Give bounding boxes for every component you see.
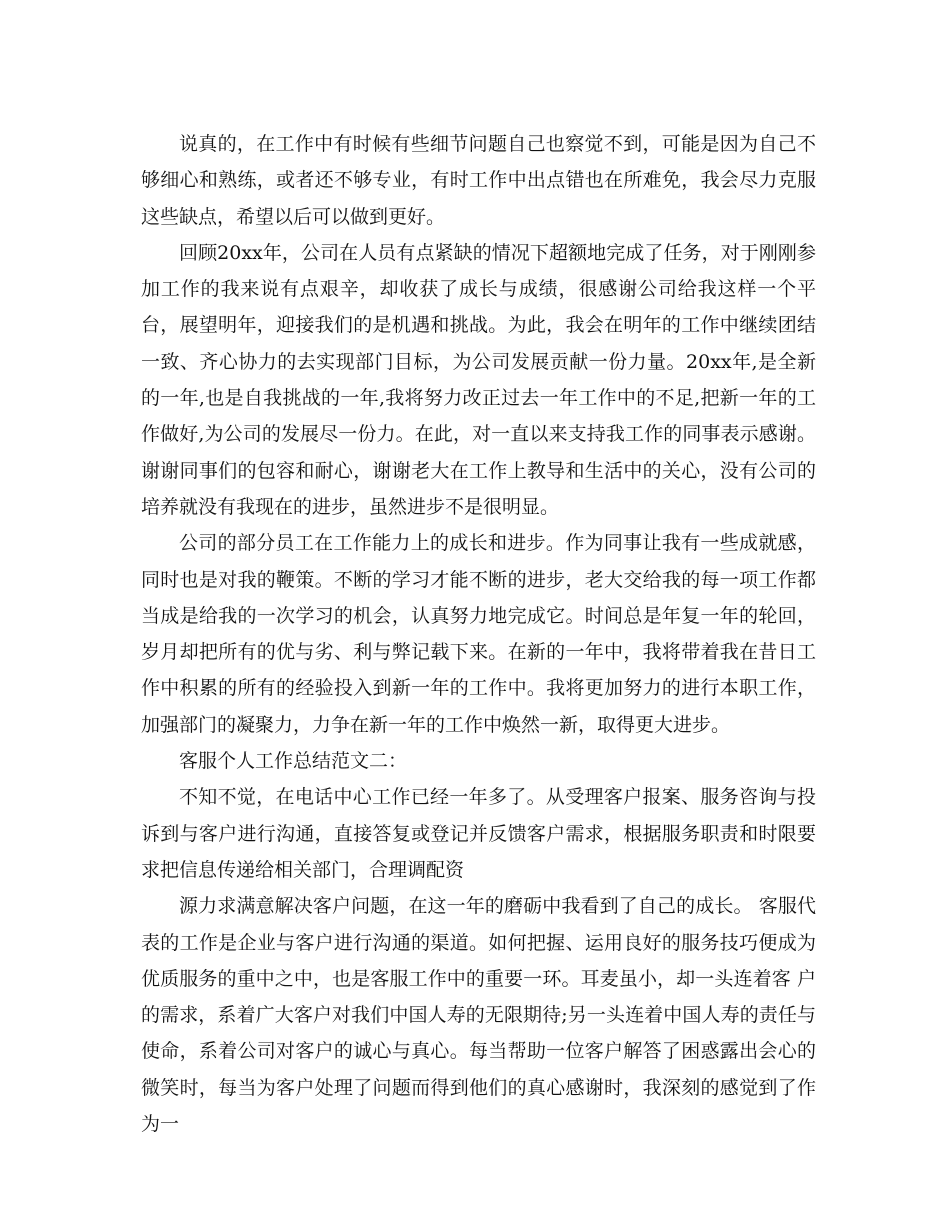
- paragraph: 回顾20xx年，公司在人员有点紧缺的情况下超额地完成了任务，对于刚刚参加工作的我来说有点艰辛，却收获了成长与成绩，很感谢公司给我这样一个平台，展望明年，迎接我们的是机遇和挑战。为此，我会在明年的工作中继续团结一致、齐心协力的去实现部门目标，为公司发展贡献一份力量。20xx年,是全新的一年,也是自我挑战的一年,我将努力改正过去一年工作中的不足,把新一年的工作做好,为公司的发展尽一份力。在此，对一直以来支持我工作的同事表示感谢。谢谢同事们的包容和耐心，谢谢老大在工作上教导和生活中的关心，没有公司的培养就没有我现在的进步，虽然进步不是很明显。: [141, 241, 816, 518]
- paragraph: 源力求满意解决客户问题，在这一年的磨砺中我看到了自己的成长。 客服代表的工作是企业与客户进行沟通的渠道。如何把握、运用良好的服务技巧便成为优质服务的重中之中，也是客服工作中的重要一环。耳麦虽小，却一头连着客 户的需求，系着广大客户对我们中国人寿的无限期待;另一头连着中国人寿的责任与使命，系着公司对客户的诚心与真心。每当帮助一位客户解答了困惑露出会心的 微笑时，每当为客户处理了问题而得到他们的真心感谢时，我深刻的感觉到了作为一: [141, 895, 816, 1136]
- paragraph: 不知不觉，在电话中心工作已经一年多了。从受理客户报案、服务咨询与投诉到与客户进行沟通，直接答复或登记并反馈客户需求，根据服务职责和时限要求把信息传递给相关部门，合理调配资: [141, 786, 816, 881]
- document-body: [141, 126, 816, 1142]
- section-heading: 客服个人工作总结范文二：: [179, 750, 408, 773]
- paragraph: 公司的部分员工在工作能力上的成长和进步。作为同事让我有一些成就感，同时也是对我的鞭策。不断的学习才能不断的进步，老大交给我的每一项工作都当成是给我的一次学习的机会，认真努力地完成它。时间总是年复一年的轮回，岁月却把所有的优与劣、利与弊记载下来。在新的一年中，我将带着我在昔日工作中积累的所有的经验投入到新一年的工作中。我将更加努力的进行本职工作，加强部门的凝聚力，力争在新一年的工作中焕然一新，取得更大进步。: [141, 532, 816, 736]
- paragraph: 说真的，在工作中有时候有些细节问题自己也察觉不到，可能是因为自己不够细心和熟练，或者还不够专业，有时工作中出点错也在所难免，我会尽力克服这些缺点，希望以后可以做到更好。: [141, 133, 816, 228]
